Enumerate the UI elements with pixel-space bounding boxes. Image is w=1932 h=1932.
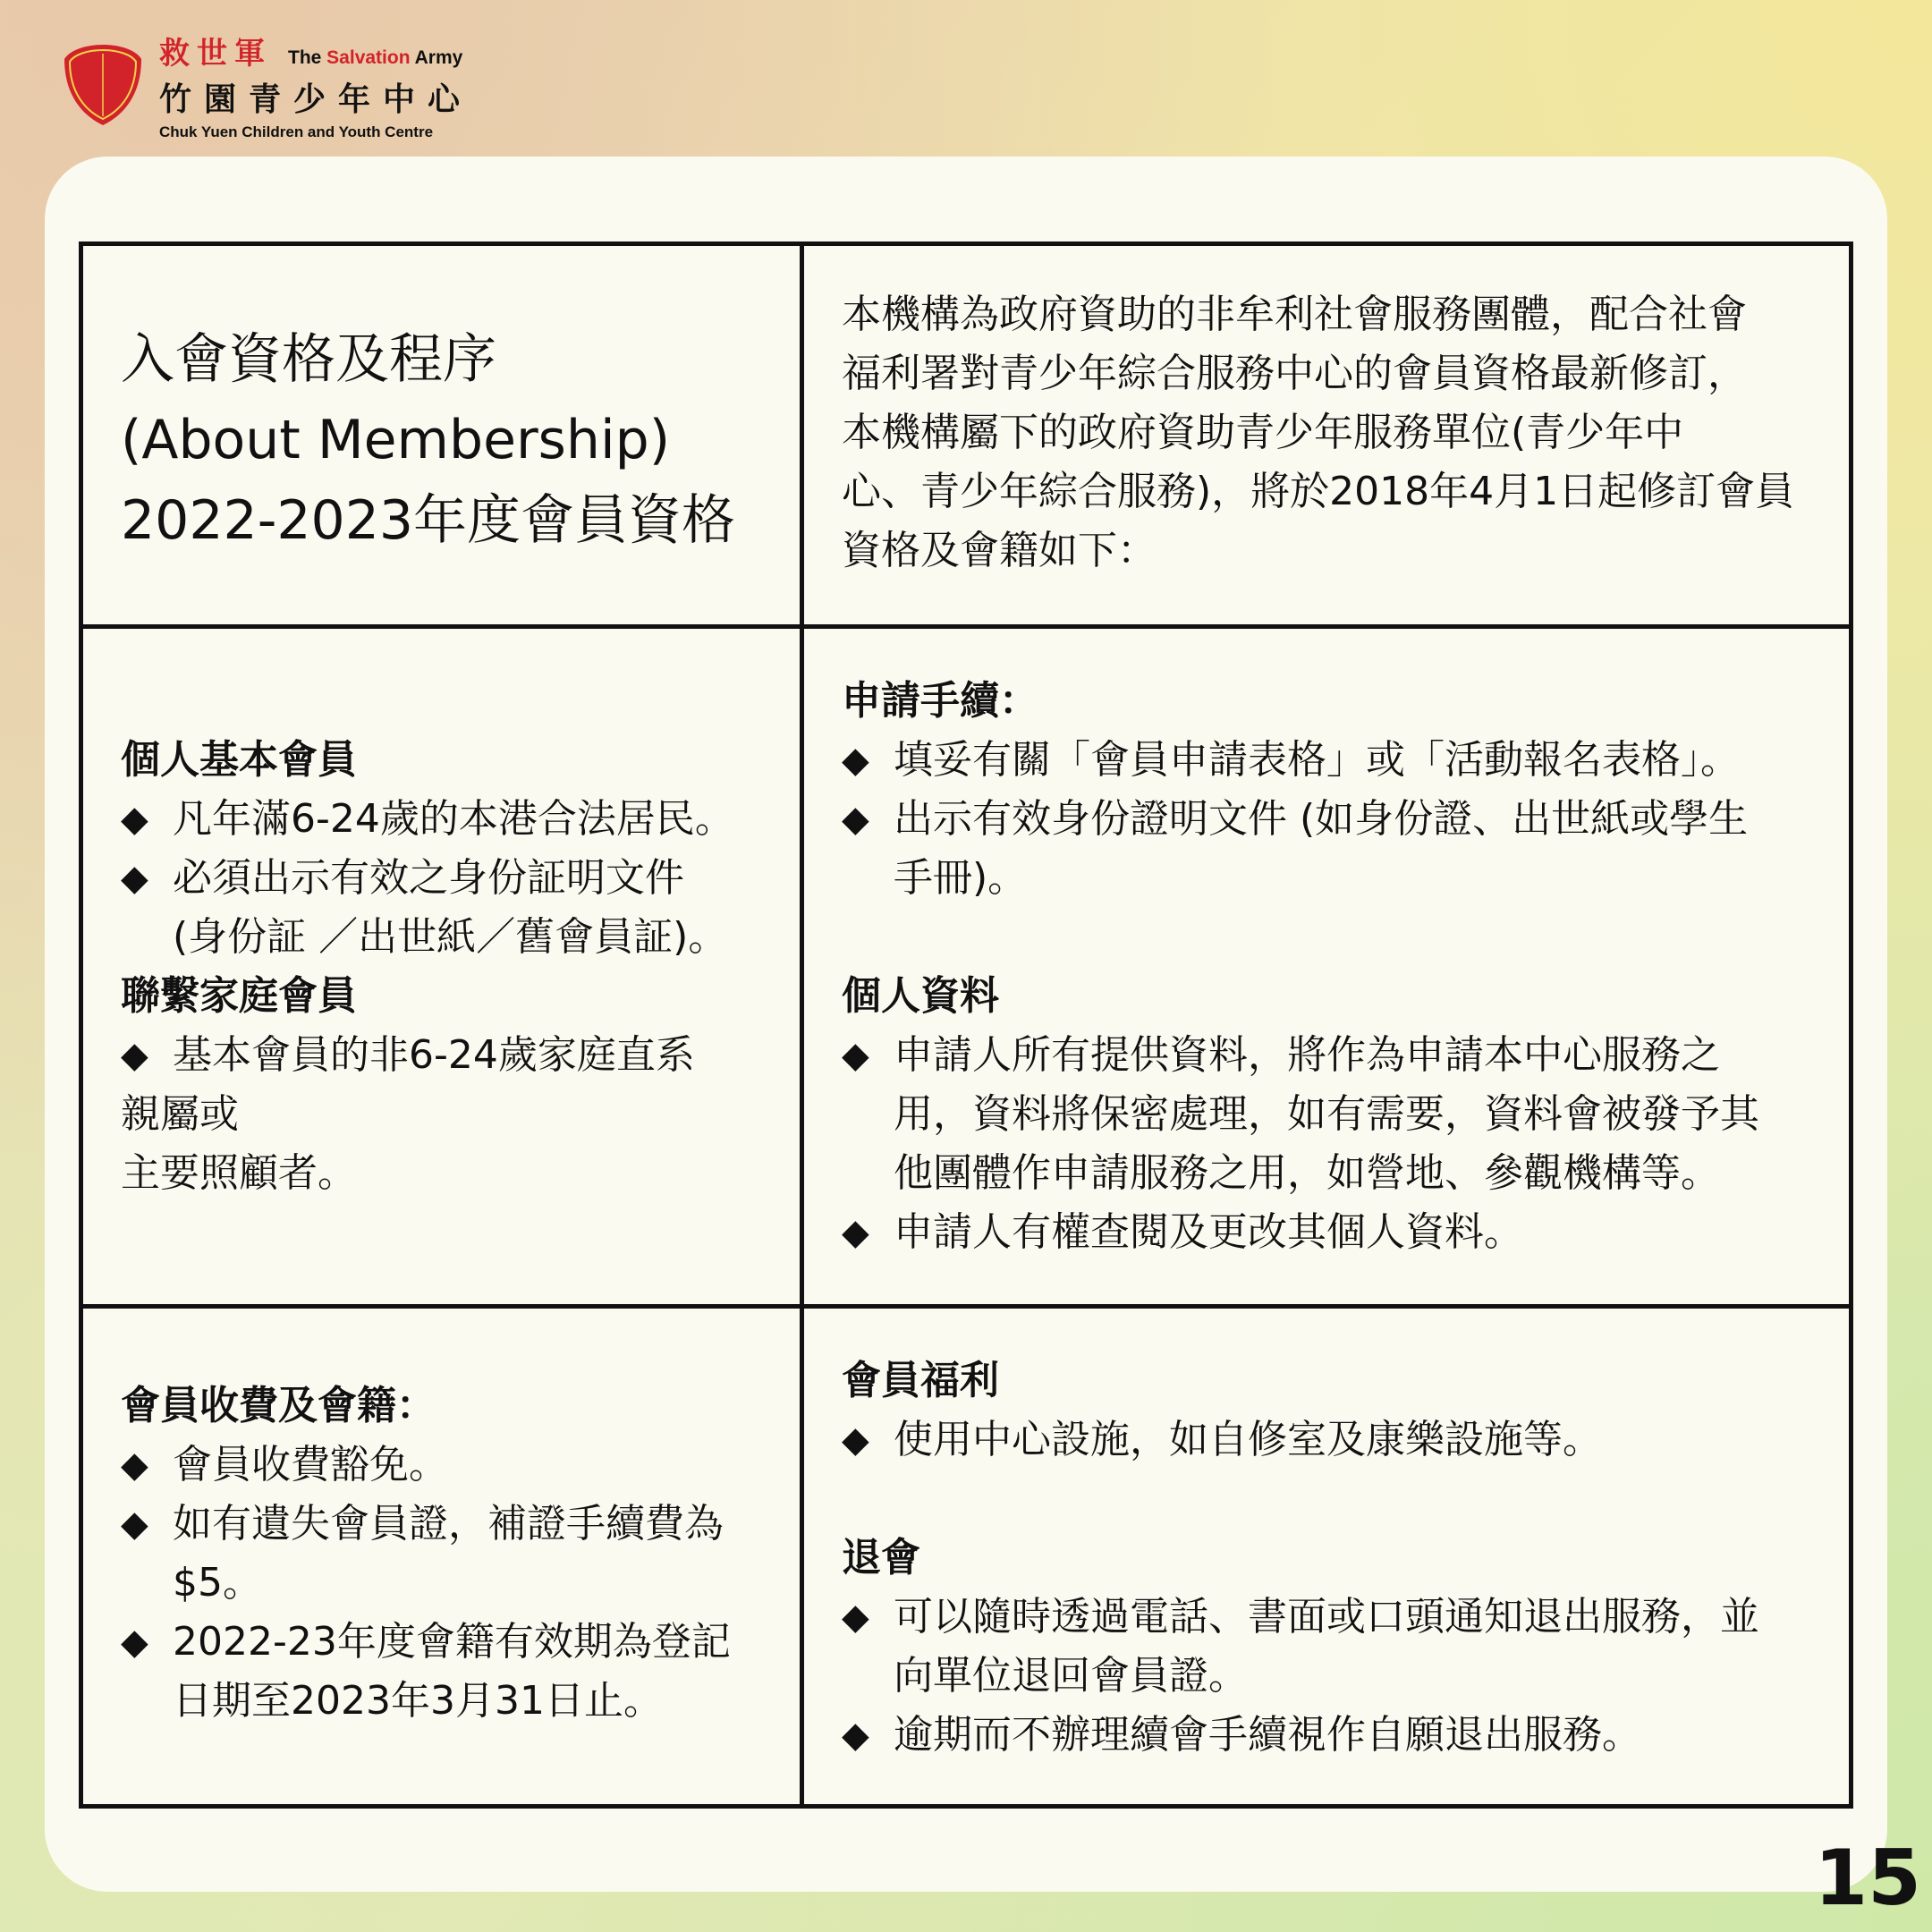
benefits-section [842,1352,1759,1765]
salvation-army-shield-logo [59,41,147,129]
list-item: ◆ 申請人有權查閱及更改其個人資料。 [842,1209,1523,1255]
benefits-heading: 會員福利 [842,1358,999,1403]
title-cell [83,246,804,629]
list-item-continued: 日期至2023年3月31日止。 [173,1678,663,1724]
org-name-en: The Salvation Army [288,47,463,68]
list-item: ◆ 2022-23年度會籍有效期為登記 [121,1619,731,1665]
list-item: ◆ 會員收費豁免。 [121,1442,448,1487]
fees-heading: 會員收費及會籍： [121,1383,436,1428]
org-name-zh: 救世軍 [159,36,272,72]
centre-name-en: Chuk Yuen Children and Youth Centre [159,123,434,140]
fees-cell [83,1309,804,1804]
list-item-continued: $5。 [173,1560,262,1606]
basic-member-heading: 個人基本會員 [121,737,357,783]
membership-table [79,242,1853,1809]
list-item: ◆ 必須出示有效之身份証明文件 [121,855,684,901]
list-item: ◆ 填妥有關「會員申請表格」或「活動報名表格」。 [842,737,1740,783]
page-title: 入會資格及程序 (About Membership) 2022-2023年度會員資格 [121,328,736,552]
list-item-continued: 手冊)。 [894,855,1028,901]
list-item: ◆ 可以隨時透過電話、書面或口頭通知退出服務，並 [842,1594,1759,1640]
membership-types [121,731,734,1203]
list-item: ◆ 申請人所有提供資料，將作為申請本中心服務之 [842,1032,1720,1078]
list-item: ◆ 使用中心設施，如自修室及康樂設施等。 [842,1417,1602,1462]
list-item-continued: (身份証 ／出世紙／舊會員証)。 [173,914,728,960]
list-item-continued: 向單位退回會員證。 [894,1653,1248,1699]
list-item: ◆ 基本會員的非6-24歲家庭直系 [121,1032,695,1078]
list-item-continued: 親屬或 [121,1091,239,1137]
list-item-continued: 主要照顧者。 [121,1150,357,1196]
application-cell [804,629,1849,1309]
centre-name-zh: 竹園青少年中心 [159,81,473,118]
family-member-heading: 聯繫家庭會員 [121,973,357,1019]
withdraw-heading: 退會 [842,1535,920,1580]
benefits-cell [804,1309,1849,1804]
membership-types-cell [83,629,804,1309]
list-item: ◆ 如有遺失會員證，補證手續費為 [121,1501,724,1546]
application-heading: 申請手續： [842,678,1038,724]
application-procedure [842,672,1759,1262]
intro-cell [804,246,1849,629]
page-number: 15 [1814,1834,1921,1923]
intro-paragraph: 本機構為政府資助的非牟利社會服務團體，配合社會 福利署對青少年綜合服務中心的會員資格最新修訂， 本機構屬下的政府資助青少年服務單位(青少年中 心、青少年綜合服務)，將於2018年4月1日起修訂會員 資格及會籍如下： [842,292,1795,573]
fees-section [121,1377,731,1731]
list-item: ◆ 凡年滿6-24歲的本港合法居民。 [121,796,734,842]
list-item: ◆ 逾期而不辦理續會手續視作自願退出服務。 [842,1712,1641,1758]
list-item-continued: 用，資料將保密處理，如有需要，資料會被發予其 [894,1091,1759,1137]
list-item: ◆ 出示有效身份證明文件 (如身份證、出世紙或學生 [842,796,1749,842]
list-item-continued: 他團體作申請服務之用，如營地、參觀機構等。 [894,1150,1720,1196]
logo [59,36,473,140]
personal-data-heading: 個人資料 [842,973,999,1019]
